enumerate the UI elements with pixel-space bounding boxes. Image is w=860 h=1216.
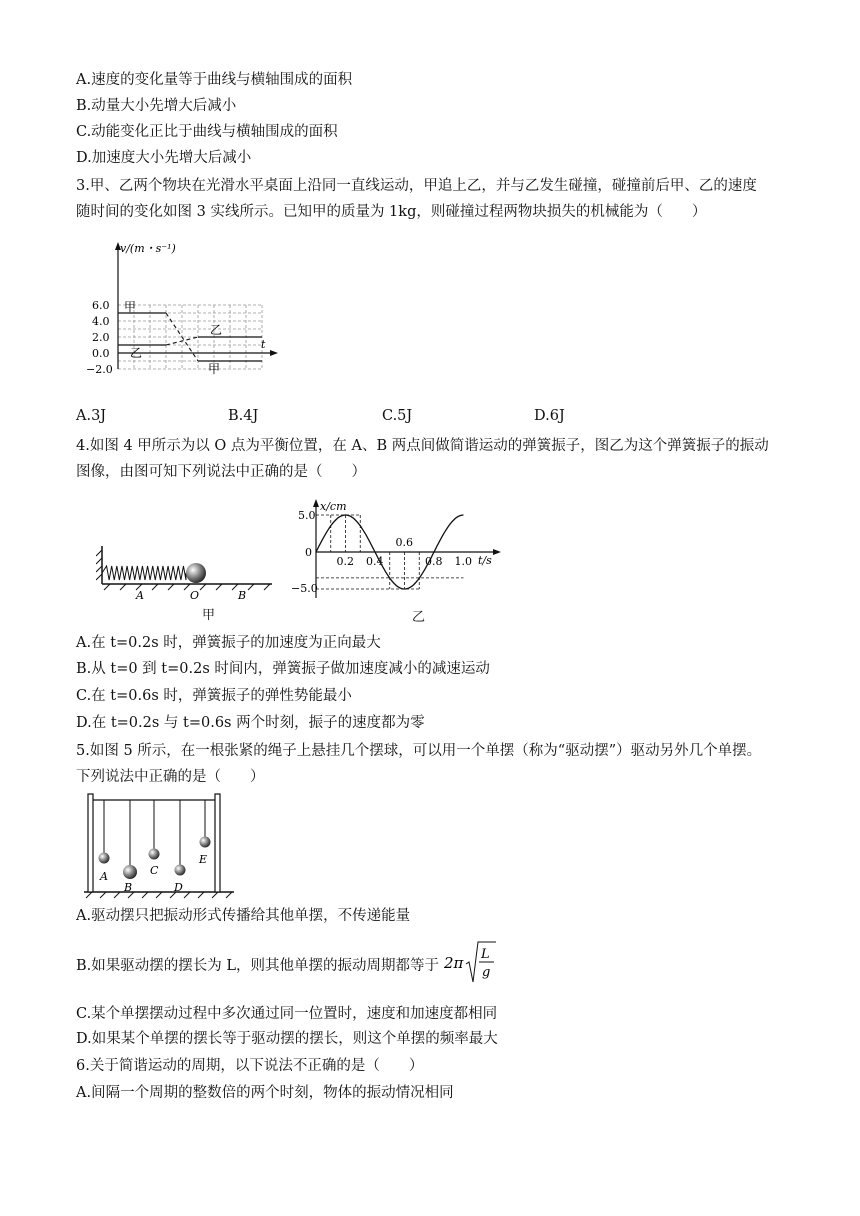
q4-option-c: C.在 t=0.6s 时，弹簧振子的弹性势能最小 — [76, 688, 352, 704]
pendulum-ball — [149, 849, 160, 860]
q4-stem-line1: 4.如图 4 甲所示为以 O 点为平衡位置，在 A、B 两点间做简谐运动的弹簧振子，图乙为这个弹簧振子的振动 — [76, 438, 769, 454]
q5-option-c: C.某个单摆摆动过程中多次通过同一位置时，速度和加速度都相同 — [76, 1006, 498, 1022]
q4-y-label: x/cm — [320, 500, 347, 513]
q4-xtick: 1.0 — [454, 555, 472, 568]
q3-option-d: D.6J — [534, 408, 565, 424]
q2-option-b: B.动量大小先增大后减小 — [76, 98, 237, 114]
q3-stem-line1: 3.甲、乙两个物块在光滑水平桌面上沿同一直线运动，甲追上乙，并与乙发生碰撞，碰撞前后甲、乙的速度 — [76, 178, 757, 194]
q4-xtick: 0.4 — [366, 555, 384, 568]
pendulum-label: E — [199, 853, 208, 866]
spring-path — [102, 566, 186, 580]
q4-xtick: 0.8 — [425, 555, 443, 568]
q4-option-a: A.在 t=0.2s 时，弹簧振子的加速度为正向最大 — [76, 635, 381, 651]
point-a-label: A — [136, 589, 144, 602]
q4-ytick-pos: 5.0 — [298, 509, 316, 522]
q5-option-a: A.驱动摆只把振动形式传播给其他单摆，不传递能量 — [76, 908, 411, 924]
q3-ytick: 0.0 — [92, 347, 110, 360]
q4-option-d: D.在 t=0.2s 与 t=0.6s 两个时刻，振子的速度都为零 — [76, 715, 425, 731]
q5-option-b — [76, 947, 496, 980]
q2-option-c: C.动能变化正比于曲线与横轴围成的面积 — [76, 124, 338, 140]
q4-option-b: B.从 t=0 到 t=0.2s 时间内，弹簧振子做加速度减小的减速运动 — [76, 661, 490, 677]
q3-velocity-chart — [80, 234, 290, 400]
q2-option-a: A.速度的变化量等于曲线与横轴围成的面积 — [76, 72, 353, 88]
formula-coefficient: 2π — [443, 954, 464, 972]
q3-ytick: 6.0 — [92, 299, 110, 312]
q4-xtick: 0.2 — [336, 555, 354, 568]
oscillator-ball — [186, 563, 206, 583]
pendulum-label: D — [174, 881, 183, 894]
period-formula — [444, 940, 496, 986]
q4-x-label: t/s — [478, 554, 492, 567]
q4-ytick-neg: −5.0 — [291, 582, 318, 595]
q3-y-label: v/(m・s⁻¹) — [120, 242, 176, 255]
q4-vibration-chart — [288, 494, 504, 606]
q3-stem-line2: 随时间的变化如图 3 实线所示。已知甲的质量为 1kg，则碰撞过程两物块损失的机械能为（ ） — [76, 204, 707, 220]
q3-option-c: C.5J — [382, 408, 413, 424]
formula-numerator: L — [480, 947, 490, 962]
q5-pendulum-figure — [84, 790, 234, 902]
point-b-label: B — [238, 589, 247, 602]
point-o-label: O — [190, 589, 200, 602]
q5-stem-line2: 下列说法中正确的是（ ） — [76, 769, 265, 785]
pendulum-label: B — [124, 881, 133, 894]
q3-option-a: A.3J — [76, 408, 107, 424]
q3-series-collision — [166, 337, 198, 345]
q3-series-label: 乙 — [130, 346, 143, 360]
q5-option-d: D.如果某个单摆的摆长等于驱动摆的摆长，则这个单摆的频率最大 — [76, 1031, 498, 1047]
q5-option-b-text: B.如果驱动摆的摆长为 L，则其他单摆的振动周期都等于 — [76, 958, 440, 974]
q2-option-d: D.加速度大小先增大后减小 — [76, 150, 252, 166]
q4-stem-line2: 图像，由图可知下列说法中正确的是（ ） — [76, 464, 366, 480]
q6-stem: 6.关于简谐运动的周期，以下说法不正确的是（ ） — [76, 1058, 424, 1074]
formula-denominator: g — [481, 965, 490, 980]
q3-x-label: t — [261, 338, 266, 351]
fig4-a-caption: 甲 — [202, 608, 216, 623]
pendulum-ball — [123, 865, 137, 879]
q3-ytick: 4.0 — [92, 315, 110, 328]
fig4-b-caption: 乙 — [412, 610, 426, 625]
pendulum-ball — [175, 865, 186, 876]
q3-option-b: B.4J — [228, 408, 259, 424]
q4-ytick-zero: 0 — [305, 546, 312, 559]
pendulum-label: A — [100, 870, 108, 883]
q3-ytick: 2.0 — [92, 331, 110, 344]
q5-stem-line1: 5.如图 5 所示，在一根张紧的绳子上悬挂几个摆球，可以用一个单摆（称为“驱动摆”）驱动另外几个单摆。 — [76, 743, 762, 759]
q3-series-label: 甲 — [124, 300, 137, 314]
q3-series-label: 甲 — [208, 362, 221, 376]
left-post — [88, 794, 93, 892]
spring — [102, 566, 186, 580]
q3-series-label: 乙 — [210, 323, 223, 337]
pendulum-ball — [99, 853, 110, 864]
q3-ytick: −2.0 — [86, 363, 113, 376]
pendulum-ball — [200, 837, 211, 848]
right-post — [215, 794, 220, 892]
q6-option-a: A.间隔一个周期的整数倍的两个时刻，物体的振动情况相同 — [76, 1085, 454, 1101]
q4-xtick: 0.6 — [395, 536, 413, 549]
q4-spring-figure — [96, 536, 281, 602]
pendulum-label: C — [150, 864, 159, 877]
